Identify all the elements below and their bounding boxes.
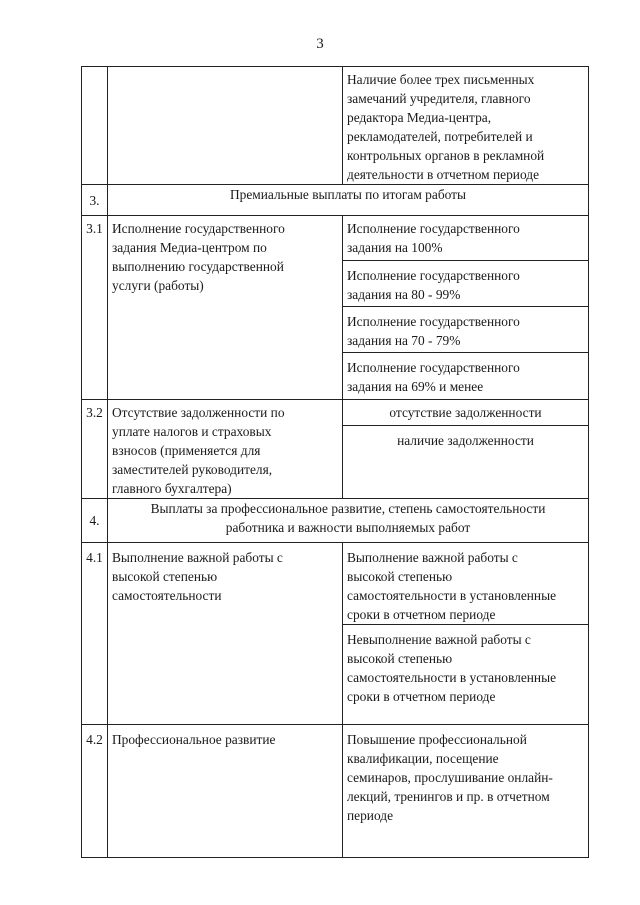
condition-line: самостоятельности в установленные	[347, 588, 557, 603]
page-number: 3	[316, 36, 324, 52]
condition-line: Исполнение государственного	[347, 314, 520, 329]
condition-line: Наличие более трех письменных	[347, 72, 535, 87]
condition-cell	[343, 307, 589, 353]
condition-cell	[343, 725, 589, 858]
condition-line: самостоятельности в установленные	[347, 670, 557, 685]
condition-line: периоде	[347, 808, 394, 823]
section-title-line: Выплаты за профессиональное развитие, степень самостоятельности	[150, 501, 546, 516]
condition-cell	[343, 353, 589, 400]
indicator-line: Отсутствие задолженности по	[112, 405, 285, 420]
table-row	[82, 216, 589, 261]
condition-line: сроки в отчетном периоде	[347, 607, 496, 622]
indicator-line: услуги (работы)	[112, 278, 204, 293]
table-row	[82, 400, 589, 426]
condition-line: Повышение профессиональной	[347, 732, 527, 747]
indicator-cell	[108, 67, 343, 185]
condition-line: задания на 69% и менее	[347, 379, 484, 394]
condition-line: Выполнение важной работы с	[347, 550, 518, 565]
indicator-line: самостоятельности	[112, 588, 222, 603]
indicator-line: главного бухгалтера)	[112, 481, 232, 496]
condition-line: лекций, тренингов и пр. в отчетном	[347, 789, 550, 804]
section-number: 4.	[82, 499, 108, 543]
condition-cell	[343, 216, 589, 261]
item-number: 4.2	[82, 725, 108, 858]
condition-cell	[343, 625, 589, 725]
condition-line: замечаний учредителя, главного	[347, 91, 531, 106]
condition-line: задания на 80 - 99%	[347, 287, 461, 302]
condition-line: сроки в отчетном периоде	[347, 689, 496, 704]
condition-line: семинаров, прослушивание онлайн-	[347, 770, 553, 785]
item-number: 4.1	[82, 543, 108, 725]
section-number: 3.	[82, 185, 108, 216]
indicator-cell	[108, 543, 343, 725]
table-row	[82, 725, 589, 858]
indicator-line: выполнению государственной	[112, 259, 284, 274]
indicator-cell: Профессиональное развитие	[108, 725, 343, 858]
section-title-line: работника и важности выполняемых работ	[225, 520, 471, 535]
indicator-line: взносов (применяется для	[112, 443, 261, 458]
indicator-line: заместителей руководителя,	[112, 462, 273, 477]
condition-cell	[343, 543, 589, 625]
indicator-line: Исполнение государственного	[112, 221, 285, 236]
condition-line: квалификации, посещение	[347, 751, 499, 766]
indicator-cell	[108, 216, 343, 400]
indicator-line: высокой степенью	[112, 569, 218, 584]
indicator-line: уплате налогов и страховых	[112, 424, 272, 439]
section-header-row	[82, 499, 589, 543]
condition-line: Невыполнение важной работы с	[347, 632, 531, 647]
condition-cell	[343, 261, 589, 307]
indicator-line: Выполнение важной работы с	[112, 550, 283, 565]
section-header-row	[82, 185, 589, 216]
condition-line: Исполнение государственного	[347, 221, 520, 236]
condition-line: задания на 100%	[347, 240, 443, 255]
item-number: 3.1	[82, 216, 108, 400]
condition-line: высокой степенью	[347, 569, 453, 584]
table-row	[82, 543, 589, 625]
section-title	[108, 499, 589, 543]
condition-cell	[343, 67, 589, 185]
table-row	[82, 67, 589, 185]
condition-line: задания на 70 - 79%	[347, 333, 461, 348]
condition-line: Исполнение государственного	[347, 268, 520, 283]
condition-cell: наличие задолженности	[343, 425, 589, 499]
item-number: 3.2	[82, 400, 108, 499]
condition-cell: отсутствие задолженности	[343, 400, 589, 426]
condition-line: контрольных органов в рекламной	[347, 148, 545, 163]
condition-line: деятельности в отчетном периоде	[347, 167, 540, 182]
condition-line: Исполнение государственного	[347, 360, 520, 375]
condition-line: редактора Медиа-центра,	[347, 110, 492, 125]
number-cell	[82, 67, 108, 185]
condition-line: рекламодателей, потребителей и	[347, 129, 533, 144]
criteria-table	[81, 66, 589, 858]
indicator-cell	[108, 400, 343, 499]
section-title: Премиальные выплаты по итогам работы	[108, 185, 589, 216]
condition-line: высокой степенью	[347, 651, 453, 666]
indicator-line: задания Медиа-центром по	[112, 240, 267, 255]
